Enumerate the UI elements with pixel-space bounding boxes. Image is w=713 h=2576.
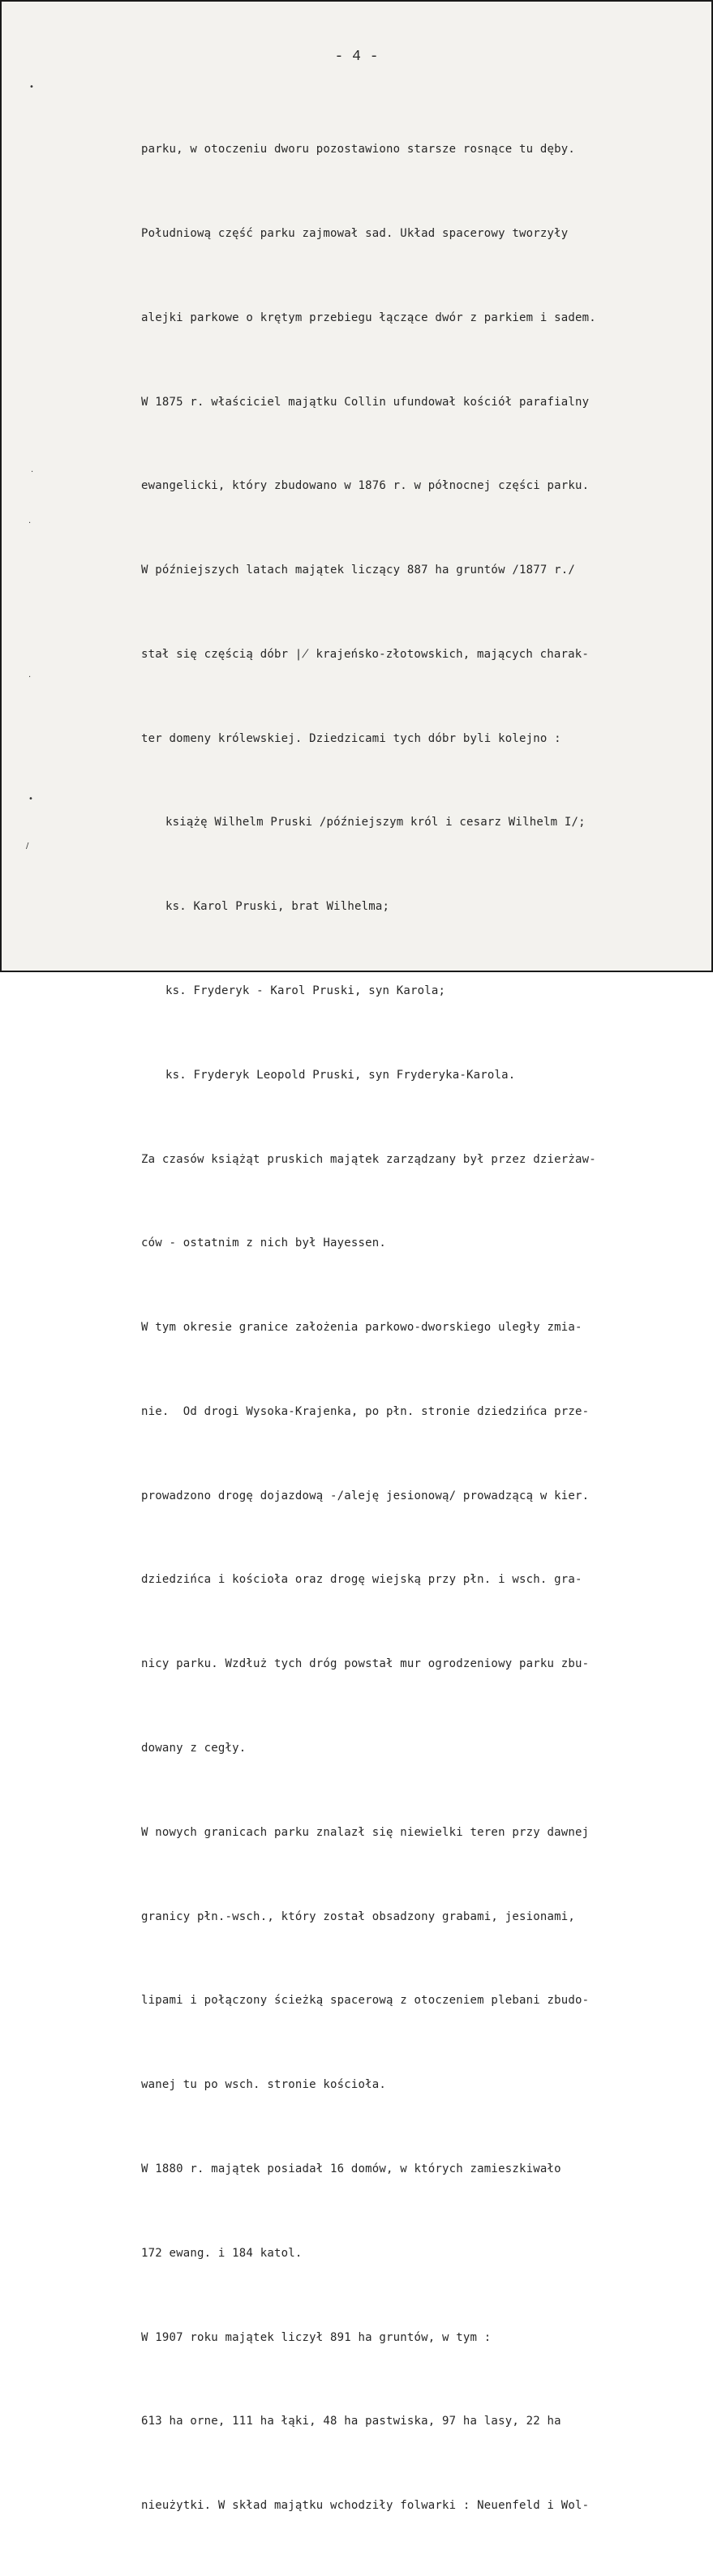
text-line: ewangelicki, który zbudowano w 1876 r. w północnej części parku. bbox=[141, 479, 590, 493]
text-line: W późniejszych latach majątek liczący 887 ha gruntów /1877 r./ bbox=[141, 564, 575, 577]
text-line: nieużytki. W skład majątku wchodziły folwarki : Neuenfeld i Wol- bbox=[141, 2499, 590, 2513]
margin-dot: • bbox=[29, 83, 34, 92]
text-line: 172 ewang. i 184 katol. bbox=[141, 2246, 303, 2260]
text-line: W 1907 roku majątek liczył 891 ha gruntów, w tym : bbox=[141, 2330, 492, 2344]
text-line: W 1880 r. majątek posiadał 16 domów, w których zamieszkiwało bbox=[141, 2162, 561, 2175]
text-line: ks. Karol Pruski, brat Wilhelma; bbox=[165, 900, 390, 914]
text-line: granicy płn.-wsch., który został obsadzony grabami, jesionami, bbox=[141, 1909, 575, 1923]
margin-dot: · bbox=[28, 673, 32, 682]
text-line: nie. Od drogi Wysoka-Krajenka, po płn. stronie dziedzińca prze- bbox=[141, 1404, 590, 1418]
margin-mark-slash: / bbox=[26, 842, 29, 851]
text-line: W nowych granicach parku znalazł się niewielki teren przy dawnej bbox=[141, 1825, 590, 1839]
text-line: parku, w otoczeniu dworu pozostawiono starsze rosnące tu dęby. bbox=[141, 143, 575, 156]
text-line: wanej tu po wsch. stronie kościoła. bbox=[141, 2078, 387, 2092]
text-line: ks. Fryderyk Leopold Pruski, syn Fryderyka-Karola. bbox=[165, 1068, 516, 1082]
page-number: - 4 - bbox=[334, 49, 379, 65]
margin-dot: • bbox=[28, 795, 33, 804]
text-line: 613 ha orne, 111 ha łąki, 48 ha pastwiska, 97 ha lasy, 22 ha bbox=[141, 2415, 561, 2428]
text-line: dziedzińca i kościoła oraz drogę wiejską przy płn. i wsch. gra- bbox=[141, 1573, 582, 1587]
text-line: nicy parku. Wzdłuż tych dróg powstał mur ogrodzeniowy parku zbu- bbox=[141, 1657, 590, 1671]
text-line: Za czasów książąt pruskich majątek zarządzany był przez dzierżaw- bbox=[141, 1152, 596, 1166]
text-line: Południową część parku zajmował sad. Układ spacerowy tworzyły bbox=[141, 226, 569, 240]
text-line: alejki parkowe o krętym przebiegu łączące dwór z parkiem i sadem. bbox=[141, 311, 596, 324]
text-line: W 1875 r. właściciel majątku Collin ufundował kościół parafialny bbox=[141, 395, 590, 409]
text-line: W tym okresie granice założenia parkowo-dworskiego uległy zmia- bbox=[141, 1321, 582, 1335]
text-line: prowadzono drogę dojazdową -/aleję jesionową/ prowadzącą w kier. bbox=[141, 1489, 590, 1502]
text-line: dowany z cegły. bbox=[141, 1742, 247, 1755]
text-line: ców - ostatnim z nich był Hayessen. bbox=[141, 1237, 387, 1250]
text-line: ter domeny królewskiej. Dziedzicami tych dóbr byli kolejno : bbox=[141, 731, 561, 745]
text-line: książę Wilhelm Pruski /późniejszym król i cesarz Wilhelm I/; bbox=[165, 816, 586, 829]
margin-dot: · bbox=[28, 519, 32, 528]
text-line: stał się częścią dóbr ∤ krajeńsko-złotowskich, mających charak- bbox=[141, 647, 590, 661]
typed-body-text bbox=[141, 79, 709, 2576]
text-line: ks. Fryderyk - Karol Pruski, syn Karola; bbox=[165, 984, 446, 997]
margin-dot: · bbox=[31, 468, 34, 477]
text-line: lipami i połączony ścieżką spacerową z otoczeniem plebani zbudo- bbox=[141, 1994, 590, 2008]
